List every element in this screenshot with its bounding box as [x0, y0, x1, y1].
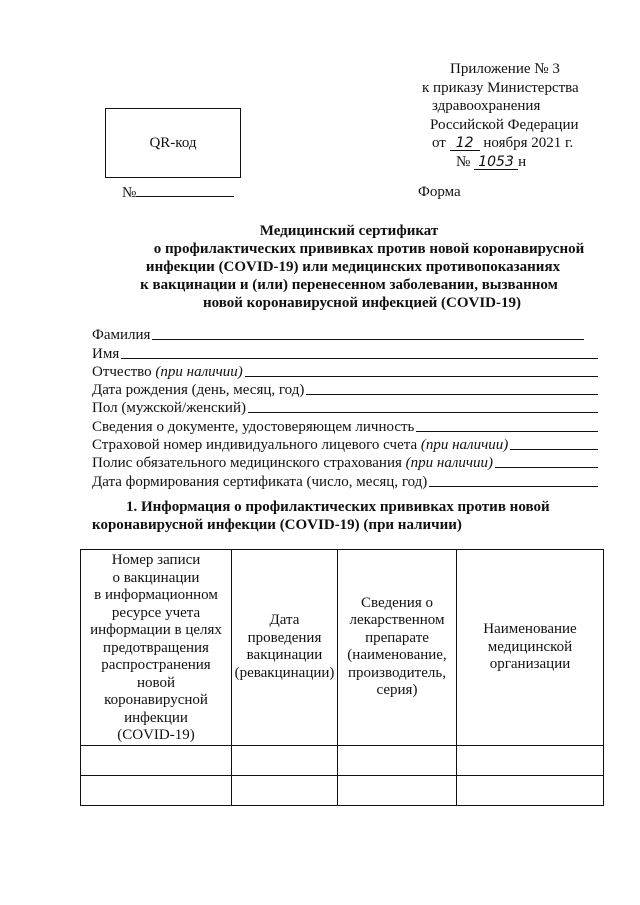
header-text: (COVID-19) [117, 727, 195, 743]
field-issue-date[interactable] [92, 472, 598, 490]
qr-code-box [105, 108, 241, 178]
qr-code-label: QR-код [149, 134, 197, 151]
field-id-document-label: Сведения о документе, удостоверяющем личность [92, 418, 415, 435]
appendix-date-day: 12 [450, 136, 480, 151]
field-oms-line[interactable] [495, 455, 598, 468]
table-cell[interactable] [338, 745, 457, 775]
field-id-document[interactable] [92, 417, 598, 435]
header-text: Сведения о [361, 594, 433, 611]
appendix-num-prefix: № [456, 153, 471, 170]
title-line-3: инфекции (COVID-19) или медицинских противопоказаниях [145, 259, 561, 275]
header-text: информации в целях [90, 622, 222, 638]
field-snils-note: (при наличии) [420, 437, 509, 454]
title-line-2: о профилактических прививках против новой коронавирусной [153, 241, 585, 257]
certificate-number-blank [136, 184, 234, 197]
appendix-line-1: Приложение № 3 [450, 61, 560, 77]
table-header-row [81, 550, 604, 746]
header-text: производитель, [348, 664, 446, 681]
field-id-document-line[interactable] [416, 419, 598, 432]
header-text: Наименование [483, 621, 577, 637]
field-name[interactable] [92, 344, 598, 362]
header-text: ресурсе учета [111, 604, 201, 621]
field-sex[interactable] [92, 399, 598, 417]
section-1-line-2: коронавирусной инфекции (COVID-19) (при наличии) [92, 517, 462, 533]
appendix-date [418, 134, 628, 153]
appendix-date-suffix: ноября 2021 г. [483, 135, 574, 151]
appendix-num-value: 1053 [474, 155, 518, 170]
field-surname-label: Фамилия [92, 327, 151, 344]
field-snils-text: Страховой номер индивидуального лицевого счета [92, 437, 418, 454]
header-medical-organization [457, 550, 604, 746]
header-text: Дата [269, 612, 300, 629]
title-line-5: новой коронавирусной инфекцией (COVID-19) [203, 295, 521, 311]
field-oms[interactable] [92, 454, 598, 472]
field-snils[interactable] [92, 436, 598, 454]
field-oms-note: (при наличии) [405, 455, 494, 472]
field-oms-label [92, 455, 495, 472]
field-snils-label [92, 437, 510, 454]
field-oms-text: Полис обязательного медицинского страхования [92, 455, 402, 472]
field-patronymic-text: Отчество [92, 363, 152, 380]
field-sex-line[interactable] [248, 400, 598, 413]
header-text: вакцинации [246, 647, 323, 664]
header-text: Номер записи [111, 552, 201, 568]
header-vaccination-date [232, 550, 338, 746]
certificate-number-label: № [122, 185, 137, 201]
header-text: серия) [376, 682, 418, 699]
personal-data-fields [92, 326, 598, 491]
field-sex-label: Пол (мужской/женский) [92, 400, 246, 417]
appendix-line-4: Российской Федерации [430, 116, 579, 133]
field-birthdate-label: Дата рождения (день, месяц, год) [92, 382, 305, 399]
field-patronymic[interactable] [92, 363, 598, 381]
table-cell[interactable] [457, 775, 604, 805]
field-birthdate[interactable] [92, 381, 598, 399]
field-name-label: Имя [92, 345, 120, 362]
header-record-number [81, 550, 232, 746]
appendix-block [418, 60, 628, 171]
appendix-order-number [418, 153, 628, 172]
field-surname-line[interactable] [152, 327, 584, 340]
header-text: медицинской [487, 638, 573, 655]
header-text: коронавирусной [104, 692, 208, 708]
title-line-4: к вакцинации и (или) перенесенном заболевании, вызванном [140, 277, 558, 293]
header-text: (ревакцинации) [234, 664, 335, 681]
appendix-num-suffix: н [518, 153, 527, 170]
form-label: Форма [418, 184, 461, 200]
header-text: препарате [365, 629, 429, 646]
header-text: предотвращения [103, 639, 209, 656]
field-issue-date-line[interactable] [429, 474, 598, 487]
field-issue-date-label: Дата формирования сертификата (число, месяц, год) [92, 473, 428, 490]
field-surname[interactable] [92, 326, 584, 344]
field-birthdate-line[interactable] [306, 382, 598, 395]
table-cell[interactable] [81, 775, 232, 805]
table-row [81, 775, 604, 805]
header-text: новой [136, 674, 176, 691]
section-1-heading [80, 498, 640, 534]
header-text: о вакцинации [112, 569, 200, 586]
table-cell[interactable] [232, 775, 338, 805]
header-text: проведения [247, 629, 322, 646]
field-snils-line[interactable] [510, 437, 598, 450]
document-title [80, 222, 640, 312]
header-text: в информационном [94, 587, 218, 603]
title-line-1: Медицинский сертификат [259, 223, 439, 239]
vaccination-table [80, 549, 604, 806]
header-text: организации [489, 656, 571, 672]
table-cell[interactable] [81, 745, 232, 775]
table-cell[interactable] [338, 775, 457, 805]
header-text: распространения [101, 657, 211, 673]
field-patronymic-line[interactable] [245, 364, 598, 377]
field-patronymic-label [92, 364, 245, 381]
header-text: лекарственном [349, 612, 445, 629]
header-drug-info [338, 550, 457, 746]
table-cell[interactable] [457, 745, 604, 775]
header-text: (наименование, [347, 647, 447, 664]
appendix-date-prefix: от [432, 135, 446, 151]
field-patronymic-note: (при наличии) [155, 363, 243, 380]
appendix-line-3: здравоохранения [432, 98, 541, 114]
certificate-number-line [122, 184, 234, 202]
field-name-line[interactable] [121, 346, 598, 359]
appendix-line-2: к приказу Министерства [422, 79, 579, 96]
header-text: инфекции [124, 709, 188, 726]
table-cell[interactable] [232, 745, 338, 775]
table-row [81, 745, 604, 775]
section-1-line-1: 1. Информация о профилактических прививках против новой [126, 499, 550, 515]
